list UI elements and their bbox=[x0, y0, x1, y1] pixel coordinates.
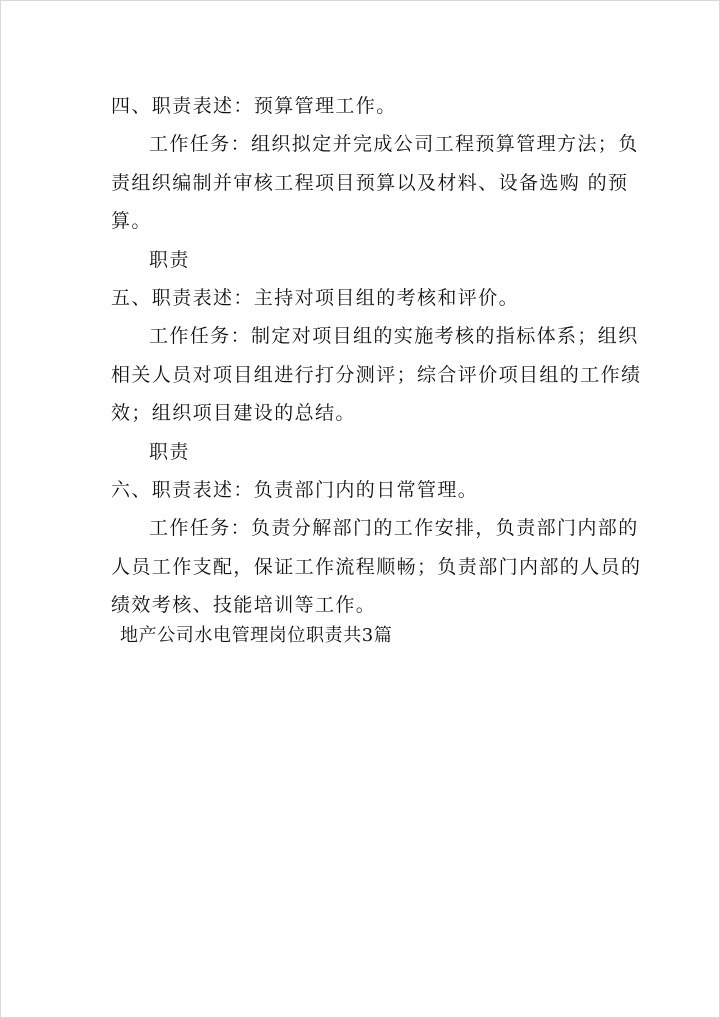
section-4-label: 职责 bbox=[149, 248, 190, 271]
section-5-label: 职责 bbox=[149, 440, 190, 463]
section-5-heading: 五、职责表述：主持对项目组的考核和评价。 bbox=[111, 287, 520, 310]
section-6-heading: 六、职责表述：负责部门内的日常管理。 bbox=[111, 479, 479, 502]
document-body bbox=[111, 87, 642, 625]
section-4-heading: 四、职责表述：预算管理工作。 bbox=[111, 95, 397, 117]
section-6-task-line-1: 工作任务：负责分解部门的工作安排，负责部门内部的 bbox=[149, 517, 639, 540]
section-5-task-line-2: 相关人员对项目组进行打分测评；综合评价项目组的工作绩 bbox=[111, 363, 642, 386]
section-4-task-line-3: 算。 bbox=[111, 210, 152, 233]
section-4-task-line-2: 责组织编制并审核工程项目预算以及材料、设备选购 的预 bbox=[111, 171, 629, 194]
section-5-task-line-3: 效；组织项目建设的总结。 bbox=[111, 402, 356, 425]
section-5-task-line-1: 工作任务：制定对项目组的实施考核的指标体系；组织 bbox=[149, 325, 639, 348]
section-6-task-line-2: 人员工作支配，保证工作流程顺畅；负责部门内部的人员的 bbox=[111, 555, 642, 578]
document-title-footer: 地产公司水电管理岗位职责共3篇 bbox=[120, 625, 393, 646]
section-6-task-line-3: 绩效考核、技能培训等工作。 bbox=[111, 594, 377, 617]
section-4-task-line-1: 工作任务：组织拟定并完成公司工程预算管理方法；负 bbox=[149, 133, 639, 156]
